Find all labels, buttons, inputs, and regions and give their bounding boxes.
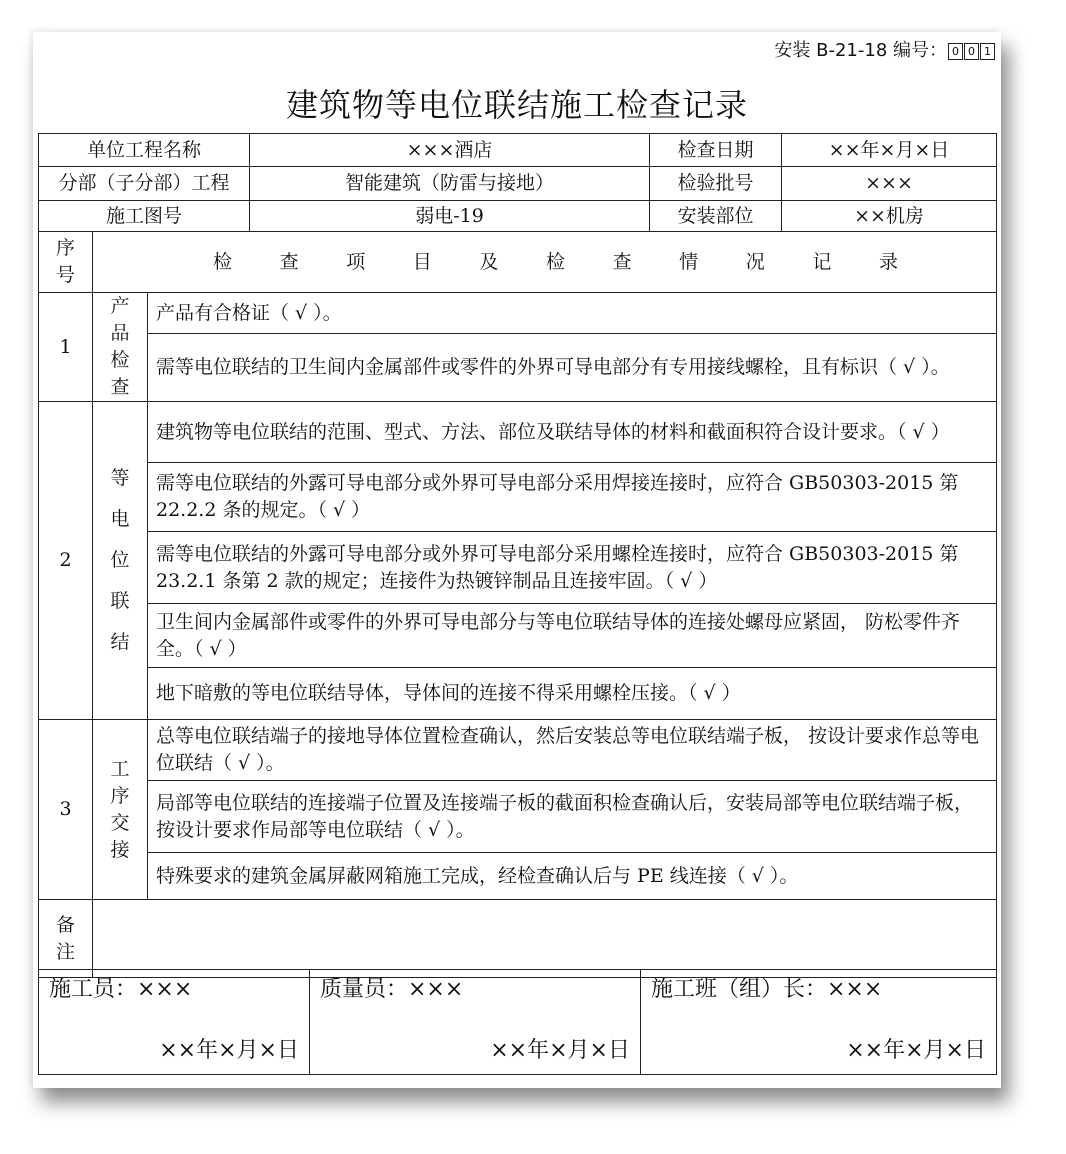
category-char: 等 — [110, 467, 130, 489]
items-header-char: 况 — [745, 250, 765, 273]
checklist-row — [39, 334, 997, 402]
category-char: 产 — [110, 295, 130, 317]
category-char: 序 — [110, 784, 130, 807]
check-item: 地下暗敷的等电位联结导体，导体间的连接不得采用螺栓压接。（ √ ） — [148, 668, 997, 720]
sub-project-label: 分部（子分部）工程 — [39, 167, 250, 201]
category-char: 电 — [110, 508, 130, 530]
signature-date: ××年×月×日 — [490, 1038, 630, 1063]
drawing-no-label: 施工图号 — [39, 201, 250, 232]
category-char: 结 — [110, 631, 130, 653]
category-char: 联 — [110, 590, 130, 612]
inspection-date-label: 检查日期 — [650, 134, 782, 167]
items-header-char: 目 — [412, 250, 432, 273]
items-header-char: 录 — [878, 250, 898, 273]
signature-date: ××年×月×日 — [846, 1038, 986, 1063]
section-category — [93, 293, 148, 402]
info-row — [39, 167, 997, 201]
check-item: 总等电位联结端子的接地导体位置检查确认，然后安装总等电位联结端子板， 按设计要求作总等电位联结（ √ ）。 — [148, 720, 997, 781]
check-item: 建筑物等电位联结的范围、型式、方法、部位及联结导体的材料和截面积符合设计要求。（ √ ） — [148, 402, 997, 463]
info-row — [39, 134, 997, 167]
checklist-row — [39, 668, 997, 720]
check-item: 需等电位联结的外露可导电部分或外界可导电部分采用焊接连接时，应符合 GB50303-2015 第 22.2.2 条的规定。（ √ ） — [148, 463, 997, 532]
check-item: 卫生间内金属部件或零件的外界可导电部分与等电位联结导体的连接处螺母应紧固， 防松零件齐全。（ √ ） — [148, 604, 997, 668]
document-number-digit: 0 — [948, 43, 963, 60]
signature-cell — [39, 970, 310, 1075]
check-item: 特殊要求的建筑金属屏蔽网箱施工完成，经检查确认后与 PE 线连接（ √ ）。 — [148, 853, 997, 900]
signature-table — [38, 969, 997, 1075]
info-row — [39, 201, 997, 232]
inspection-record-sheet — [33, 32, 1001, 1088]
section-category — [93, 402, 148, 720]
remarks-label — [39, 900, 93, 978]
document-number-digit: 1 — [980, 43, 995, 60]
section-seq: 1 — [39, 293, 93, 402]
checklist-row — [39, 402, 997, 463]
items-header-char: 项 — [346, 250, 366, 273]
checklist-header-row — [39, 232, 997, 293]
install-location-label: 安装部位 — [650, 201, 782, 232]
checklist-row — [39, 781, 997, 853]
items-header — [93, 232, 997, 293]
section-category — [93, 720, 148, 900]
document-title: 建筑物等电位联结施工检查记录 — [285, 86, 748, 124]
items-header-char: 检 — [545, 250, 565, 273]
install-location-value: ××机房 — [782, 201, 997, 232]
check-item: 需等电位联结的外露可导电部分或外界可导电部分采用螺栓连接时，应符合 GB50303-2015 第 23.2.1 条第 2 款的规定；连接件为热镀锌制品且连接牢固。（ √ ） — [148, 532, 997, 604]
team-leader-signature: 施工班（组）长：××× — [651, 977, 883, 1002]
check-item: 局部等电位联结的连接端子位置及连接端子板的截面积检查确认后，安装局部等电位联结端子板，按设计要求作局部等电位联结（ √ ）。 — [148, 781, 997, 853]
drawing-no-value: 弱电-19 — [250, 201, 650, 232]
category-char: 品 — [110, 322, 130, 344]
constructor-signature: 施工员：××× — [49, 977, 193, 1002]
batch-no-value: ××× — [782, 167, 997, 201]
unit-project-value: ×××酒店 — [250, 134, 650, 167]
remarks-row — [39, 900, 997, 978]
seq-header-char: 号 — [55, 264, 75, 286]
signature-cell — [310, 970, 641, 1075]
unit-project-label: 单位工程名称 — [39, 134, 250, 167]
items-header-char: 检 — [213, 250, 233, 273]
seq-header — [39, 232, 93, 293]
signature-cell — [641, 970, 997, 1075]
check-item: 产品有合格证（ √ ）。 — [148, 293, 997, 334]
items-header-char: 情 — [679, 250, 699, 273]
inspection-date-value: ××年×月×日 — [782, 134, 997, 167]
sub-project-value: 智能建筑（防雷与接地） — [250, 167, 650, 201]
section-seq: 2 — [39, 402, 93, 720]
document-code-label: 安装 B-21-18 编号： — [774, 40, 947, 61]
remarks-label-char: 备 — [55, 913, 75, 936]
category-char: 检 — [110, 349, 130, 371]
checklist-row — [39, 532, 997, 604]
batch-no-label: 检验批号 — [650, 167, 782, 201]
items-header-char: 及 — [479, 250, 499, 273]
category-char: 交 — [110, 811, 130, 834]
items-header-char: 查 — [279, 250, 299, 273]
seq-header-char: 序 — [55, 237, 75, 259]
checklist-row — [39, 463, 997, 532]
remarks-label-char: 注 — [55, 940, 75, 963]
category-char: 工 — [110, 757, 130, 780]
items-header-char: 记 — [812, 250, 832, 273]
checklist-row — [39, 293, 997, 334]
document-number-digit: 0 — [964, 43, 979, 60]
inspection-table — [38, 133, 997, 978]
items-header-char: 查 — [612, 250, 632, 273]
category-char: 位 — [110, 549, 130, 571]
remarks-value — [93, 900, 997, 978]
document-code — [774, 36, 995, 62]
checklist-row — [39, 604, 997, 668]
document-number — [947, 40, 995, 61]
quality-inspector-signature: 质量员：××× — [320, 977, 464, 1002]
checklist-row — [39, 720, 997, 781]
section-seq: 3 — [39, 720, 93, 900]
category-char: 查 — [110, 376, 130, 398]
checklist-row — [39, 853, 997, 900]
signature-date: ××年×月×日 — [159, 1038, 299, 1063]
check-item: 需等电位联结的卫生间内金属部件或零件的外界可导电部分有专用接线螺栓，且有标识（ √ ）。 — [148, 334, 997, 402]
category-char: 接 — [110, 838, 130, 861]
